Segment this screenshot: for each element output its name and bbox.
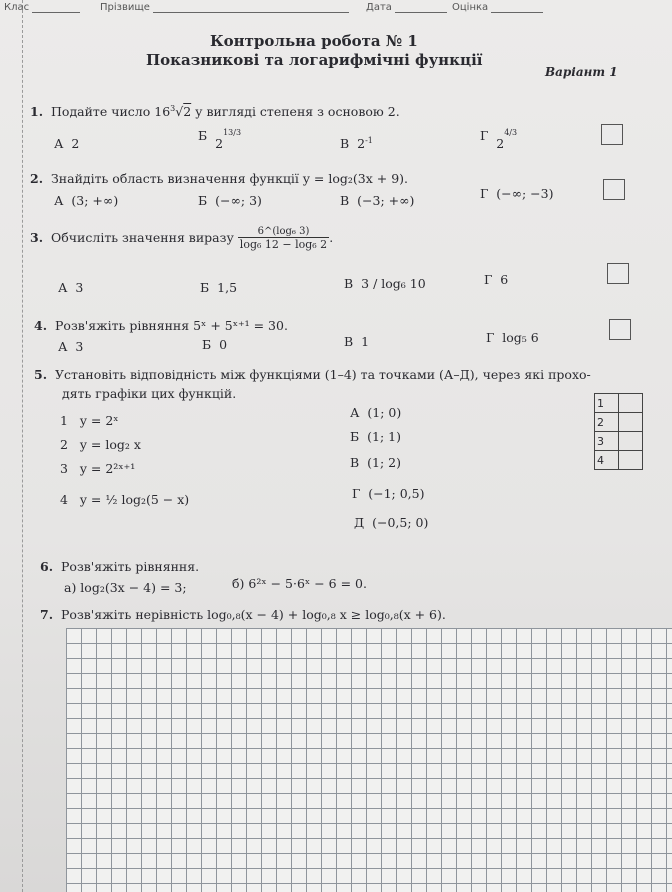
question-number: 6. — [40, 559, 54, 574]
question-4 — [34, 318, 288, 333]
question-6 — [40, 559, 199, 574]
question-number: 3. — [30, 230, 44, 245]
q2-option-a[interactable] — [54, 193, 118, 208]
question-number: 4. — [34, 318, 48, 333]
answer-row — [595, 432, 643, 451]
variant-label: Варіант 1 — [545, 65, 618, 79]
point-b — [350, 429, 401, 444]
point-letter: Г — [352, 486, 361, 501]
q2-option-c[interactable] — [340, 193, 414, 208]
q4-option-a[interactable] — [58, 339, 83, 354]
page-title: Контрольна робота № 1 — [210, 32, 418, 50]
answer-cell[interactable] — [619, 451, 643, 470]
option-base: 2 — [357, 136, 366, 152]
option-base: 2 — [215, 136, 224, 152]
option-value: (3; +∞) — [71, 193, 119, 208]
point-letter: Д — [354, 515, 365, 530]
question-text-end: у вигляді степеня з основою 2. — [195, 104, 400, 120]
number-value: 16 — [154, 104, 171, 120]
row-number: 1 — [595, 394, 619, 413]
option-value: log₅ 6 — [502, 330, 539, 345]
row-number: 2 — [595, 413, 619, 432]
question-number: 7. — [40, 607, 54, 622]
question-1: 1. Подайте число $16^3√2$ у вигляді степеня з основою 2. — [30, 104, 400, 120]
option-value: (−3; +∞) — [357, 193, 415, 208]
function-formula: y = ½ log₂(5 − x) — [79, 492, 190, 507]
q3-answer-box[interactable] — [607, 263, 629, 284]
function-3 — [60, 461, 135, 476]
q3-option-b[interactable] — [200, 280, 237, 295]
grade-field[interactable] — [452, 2, 543, 13]
fraction-numerator: 6^(log₆ 3) — [238, 226, 329, 238]
option-letter: Г — [484, 272, 493, 287]
surname-field[interactable] — [100, 2, 349, 13]
option-value: 0 — [219, 337, 228, 352]
option-letter: Г — [480, 186, 489, 201]
option-letter: Г — [480, 128, 489, 144]
surname-label: Прізвище — [100, 2, 150, 13]
question-number: 1. — [30, 104, 44, 120]
q2-answer-box[interactable] — [603, 179, 625, 200]
question-number: 5. — [34, 367, 48, 382]
answer-grid[interactable] — [66, 628, 672, 892]
question-3: 3. Обчисліть значення виразу $\frac{\text{6\textasciicircum{}(log₆ 3)}}{\text{log₆ 12 − log₆ 2}}$ . — [30, 226, 334, 251]
function-formula: y = 2ˣ — [79, 413, 119, 428]
question-text: Подайте число — [51, 104, 151, 120]
option-letter: В — [340, 193, 350, 208]
date-label: Дата — [366, 2, 392, 13]
question-text: Розв'яжіть нерівність log₀,₈(x − 4) + log₀,₈ x ≥ log₀,₈(x + 6). — [61, 607, 446, 622]
question-number: 2. — [30, 171, 44, 186]
question-text: Розв'яжіть рівняння. — [61, 559, 200, 574]
answer-row — [595, 394, 643, 413]
point-d — [352, 486, 424, 501]
expression-fraction — [238, 226, 329, 251]
fraction-denominator: log₆ 12 − log₆ 2 — [239, 238, 328, 251]
class-label: Клас — [4, 2, 30, 13]
answer-cell[interactable] — [619, 394, 643, 413]
q1-option-d[interactable] — [480, 128, 518, 152]
q3-option-d[interactable] — [484, 272, 508, 287]
option-letter: А — [58, 339, 68, 354]
q2-option-d[interactable] — [480, 186, 554, 201]
q2-option-b[interactable] — [198, 193, 262, 208]
grade-label: Оцінка — [452, 2, 489, 13]
point-value: (1; 2) — [367, 455, 401, 470]
option-letter: В — [340, 136, 350, 152]
function-1 — [60, 413, 119, 428]
option-letter: Б — [200, 280, 210, 295]
point-letter: Б — [350, 429, 360, 444]
q3-option-c[interactable] — [344, 276, 426, 291]
option-letter: Б — [198, 128, 208, 144]
function-number: 2 — [60, 437, 68, 452]
option-value: (−∞; 3) — [215, 193, 262, 208]
option-letter: А — [54, 193, 64, 208]
q3-option-a[interactable] — [58, 280, 83, 295]
function-formula: y = 2²ˣ⁺¹ — [79, 461, 136, 476]
option-value: 1,5 — [217, 280, 238, 295]
row-number: 3 — [595, 432, 619, 451]
q6-part-a: а) log₂(3x − 4) = 3; — [64, 580, 187, 595]
question-7 — [40, 607, 446, 622]
option-value: (−∞; −3) — [496, 186, 554, 201]
option-letter: А — [54, 136, 64, 151]
option-base: 2 — [496, 136, 505, 152]
function-2 — [60, 437, 141, 452]
question-text: Знайдіть область визначення функції y = log₂(3x + 9). — [51, 171, 409, 186]
point-value: (1; 1) — [367, 429, 401, 444]
page-subtitle: Показникові та логарифмічні функції — [146, 51, 483, 69]
q4-answer-box[interactable] — [609, 319, 631, 340]
option-letter: А — [58, 280, 68, 295]
option-letter: В — [344, 334, 354, 349]
option-value: 3 — [75, 339, 84, 354]
q1-option-c[interactable] — [340, 136, 373, 151]
row-number: 4 — [595, 451, 619, 470]
function-number: 4 — [60, 492, 68, 507]
option-value: 6 — [500, 272, 509, 287]
point-e — [354, 515, 428, 530]
point-letter: В — [350, 455, 360, 470]
option-exponent: -1 — [365, 136, 373, 145]
q1-answer-box[interactable] — [601, 124, 623, 145]
q4-option-b[interactable] — [202, 337, 227, 352]
option-letter: Б — [202, 337, 212, 352]
question-5-cont: дять графіки цих функцій. — [62, 386, 237, 401]
q1-option-a[interactable] — [54, 136, 79, 151]
option-exponent: 13/3 — [223, 128, 242, 137]
root-index: 3 — [170, 104, 176, 113]
question-text: Розв'яжіть рівняння 5ˣ + 5ˣ⁺¹ = 30. — [55, 318, 288, 333]
function-4 — [60, 492, 189, 507]
option-value: 3 — [75, 280, 84, 295]
q1-option-b[interactable] — [198, 128, 242, 152]
answer-row — [595, 451, 643, 470]
point-value: (−0,5; 0) — [372, 515, 429, 530]
question-text: Обчисліть значення виразу — [51, 230, 234, 245]
q4-option-c[interactable] — [344, 334, 369, 349]
function-number: 1 — [60, 413, 68, 428]
radicand: 2 — [183, 104, 192, 120]
option-letter: В — [344, 276, 354, 291]
question-5 — [34, 367, 591, 382]
option-letter: Г — [486, 330, 495, 345]
q5-answer-table — [594, 393, 643, 470]
answer-cell[interactable] — [619, 413, 643, 432]
q6-part-b: б) 6²ˣ − 5·6ˣ − 6 = 0. — [232, 576, 367, 591]
point-value: (1; 0) — [367, 405, 402, 420]
option-value: 2 — [71, 136, 80, 151]
function-formula: y = log₂ x — [79, 437, 141, 452]
option-value: 1 — [361, 334, 370, 349]
question-2 — [30, 171, 408, 186]
question-text: Установіть відповідність між функціями (1–4) та точками (А–Д), через які прохо- — [55, 367, 591, 382]
class-field[interactable] — [4, 2, 80, 13]
option-value: 3 / log₆ 10 — [361, 276, 426, 291]
answer-row — [595, 413, 643, 432]
point-value: (−1; 0,5) — [368, 486, 425, 501]
option-letter: Б — [198, 193, 208, 208]
option-exponent: 4/3 — [504, 128, 518, 137]
binding-margin — [0, 0, 23, 892]
point-a — [350, 405, 401, 420]
point-letter: А — [350, 405, 360, 420]
point-c — [350, 455, 401, 470]
function-number: 3 — [60, 461, 68, 476]
q4-option-d[interactable] — [486, 330, 539, 345]
answer-cell[interactable] — [619, 432, 643, 451]
date-field[interactable] — [366, 2, 447, 13]
